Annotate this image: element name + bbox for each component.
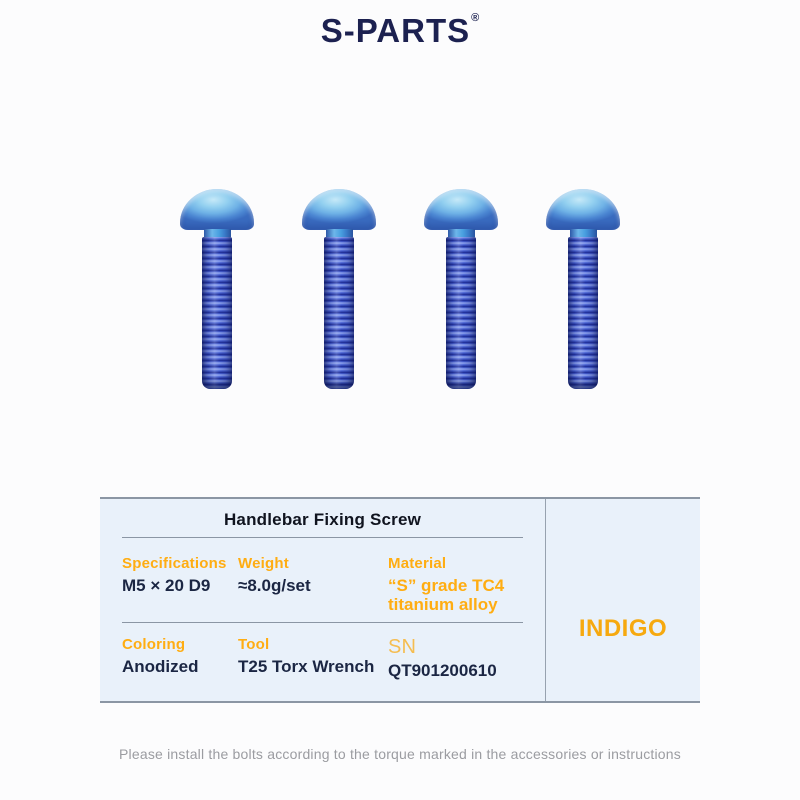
screw-neck [448,229,475,237]
spec-label: SN [388,636,417,658]
screw-head [546,189,620,230]
spec-row-2 [100,623,545,701]
brand-logo [0,14,800,47]
spec-label: Material [388,555,447,572]
spec-value: “S” grade TC4 titanium alloy [388,576,505,615]
spec-value: ≈8.0g/set [238,576,311,595]
screw-neck [326,229,353,237]
spec-label: Tool [238,636,270,653]
product-title: Handlebar Fixing Screw [223,510,422,529]
screw-neck [204,229,231,237]
registered-trademark-icon: ® [471,12,480,24]
brand-logo-text: S-PARTS [320,12,471,49]
cell-specifications [122,555,238,622]
screw [180,189,254,389]
spec-label: Specifications [122,555,227,572]
screw-head [302,189,376,230]
spec-card-left [100,499,545,701]
spec-row-1 [100,538,545,622]
screws-photo [0,189,800,389]
spec-label: Weight [238,555,289,572]
screw-neck [570,229,597,237]
screw [302,189,376,389]
screw-shaft [324,237,354,389]
footer-note: Please install the bolts according to the torque marked in the accessories or instructions [119,746,681,762]
screw-head [180,189,254,230]
cell-sn [388,636,537,701]
spec-value: M5 × 20 D9 [122,576,211,595]
spec-value: T25 Torx Wrench [238,657,375,676]
spec-card [100,497,700,703]
spec-label: Coloring [122,636,186,653]
screw [546,189,620,389]
spec-value: QT901200610 [388,661,497,680]
screw [424,189,498,389]
screw-shaft [202,237,232,389]
cell-material [388,555,537,622]
color-name: INDIGO [578,615,668,642]
screw-head [424,189,498,230]
screw-shaft [446,237,476,389]
cell-coloring [122,636,238,701]
cell-tool [238,636,388,701]
cell-weight [238,555,388,622]
color-panel [545,499,700,701]
screw-shaft [568,237,598,389]
spec-value: Anodized [122,657,199,676]
